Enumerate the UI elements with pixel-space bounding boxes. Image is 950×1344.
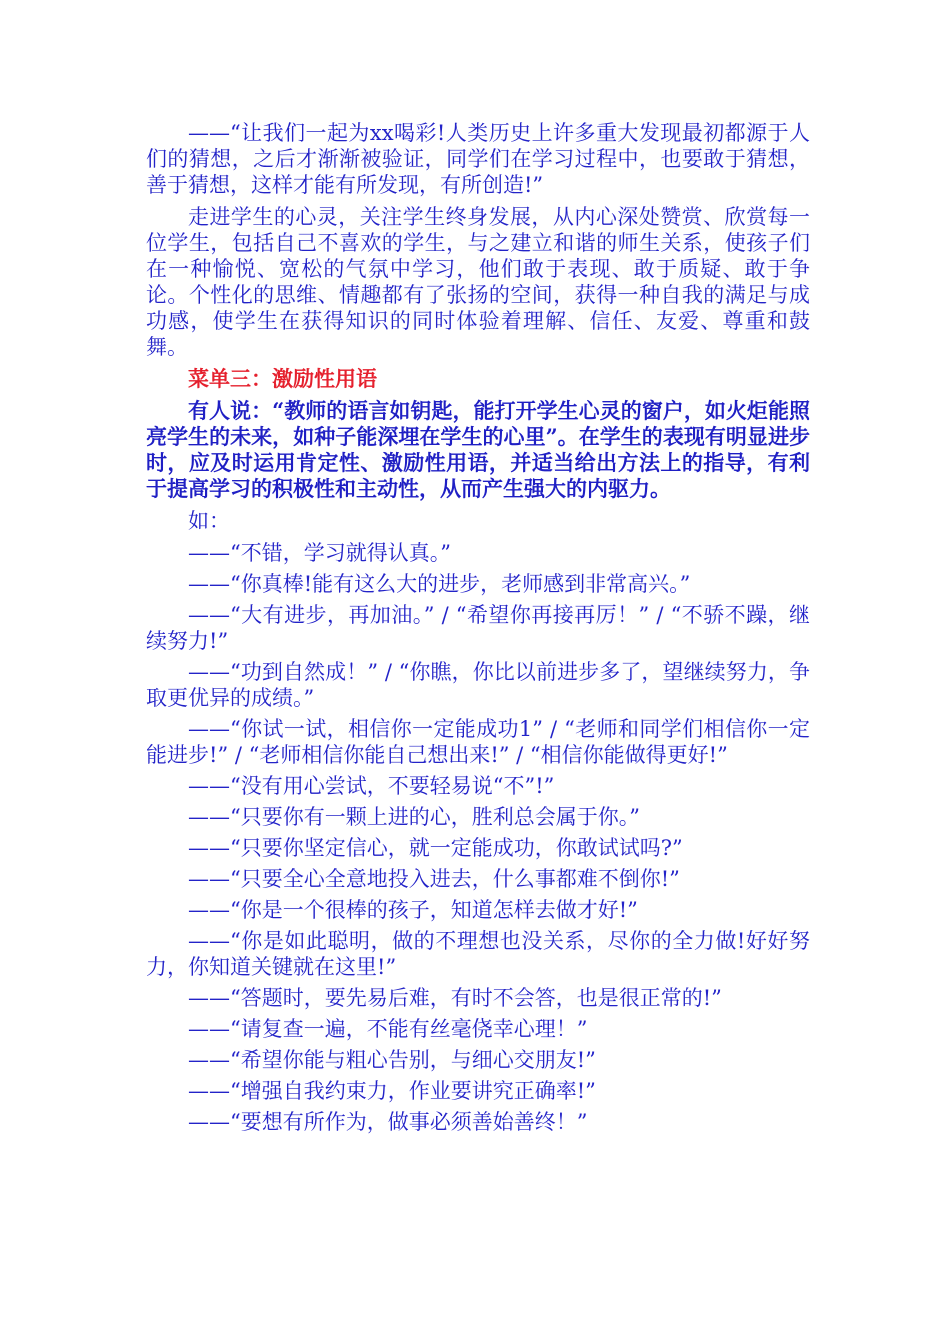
emphasis-paragraph: 有人说：“教师的语言如钥匙，能打开学生心灵的窗户，如火炬能照亮学生的未来，如种子能深埋在学生的心里”。在学生的表现有明显进步时，应及时运用肯定性、激励性用语，并适当给出方法上的指导，有利于提高学习的积极性和主动性，从而产生强大的内驱力。 xyxy=(146,398,810,501)
list-item: ——“你试一试，相信你一定能成功1” / “老师和同学们相信你一定能进步!” / “老师相信你能自己想出来!” / “相信你能做得更好!” xyxy=(146,717,810,767)
example-label: 如： xyxy=(188,509,230,533)
list-item: ——“增强自我约束力，作业要讲究正确率!” xyxy=(188,1079,596,1103)
list-item: ——“只要你坚定信心，就一定能成功，你敢试试吗?” xyxy=(188,836,683,860)
list-item: ——“要想有所作为，做事必须善始善终！” xyxy=(188,1110,588,1134)
intro-paragraph: 走进学生的心灵，关注学生终身发展，从内心深处赞赏、欣赏每一位学生，包括自己不喜欢的学生，与之建立和谐的师生关系，使孩子们在一种愉悦、宽松的气氛中学习，他们敢于表现、敢于质疑、敢于争论。个性化的思维、情趣都有了张扬的空间，获得一种自我的满足与成功感，使学生在获得知识的同时体验着理解、信任、友爱、尊重和鼓舞。 xyxy=(146,205,810,359)
list-item: ——“不错，学习就得认真。” xyxy=(188,541,451,565)
list-item: ——“请复查一遍，不能有丝毫侥幸心理！” xyxy=(188,1017,588,1041)
list-item: ——“只要全心全意地投入进去，什么事都难不倒你!” xyxy=(188,867,680,891)
intro-paragraph: ——“让我们一起为xx喝彩!人类历史上许多重大发现最初都源于人们的猜想，之后才渐渐被验证，同学们在学习过程中，也要敢于猜想，善于猜想，这样才能有所发现，有所创造!” xyxy=(146,121,810,197)
list-item: ——“答题时，要先易后难，有时不会答，也是很正常的!” xyxy=(188,986,722,1010)
list-item: ——“你是一个很棒的孩子，知道怎样去做才好!” xyxy=(188,898,638,922)
list-item: ——“你是如此聪明，做的不理想也没关系，尽你的全力做!好好努力，你知道关键就在这里!” xyxy=(146,929,810,979)
section-heading: 菜单三：激励性用语 xyxy=(188,366,377,391)
list-item: ——“大有进步，再加油。” / “希望你再接再厉！” / “不骄不躁，继续努力!” xyxy=(146,603,810,653)
list-item: ——“只要你有一颗上进的心，胜利总会属于你。” xyxy=(188,805,640,829)
document-page xyxy=(146,120,810,1140)
list-item: ——“没有用心尝试，不要轻易说“不”!” xyxy=(188,774,555,798)
example-list xyxy=(146,540,810,1135)
list-item: ——“你真棒!能有这么大的进步，老师感到非常高兴。” xyxy=(188,572,691,596)
list-item: ——“希望你能与粗心告别，与细心交朋友!” xyxy=(188,1048,596,1072)
list-item: ——“功到自然成！” / “你瞧，你比以前进步多了，望继续努力，争取更优异的成绩。” xyxy=(146,660,810,710)
